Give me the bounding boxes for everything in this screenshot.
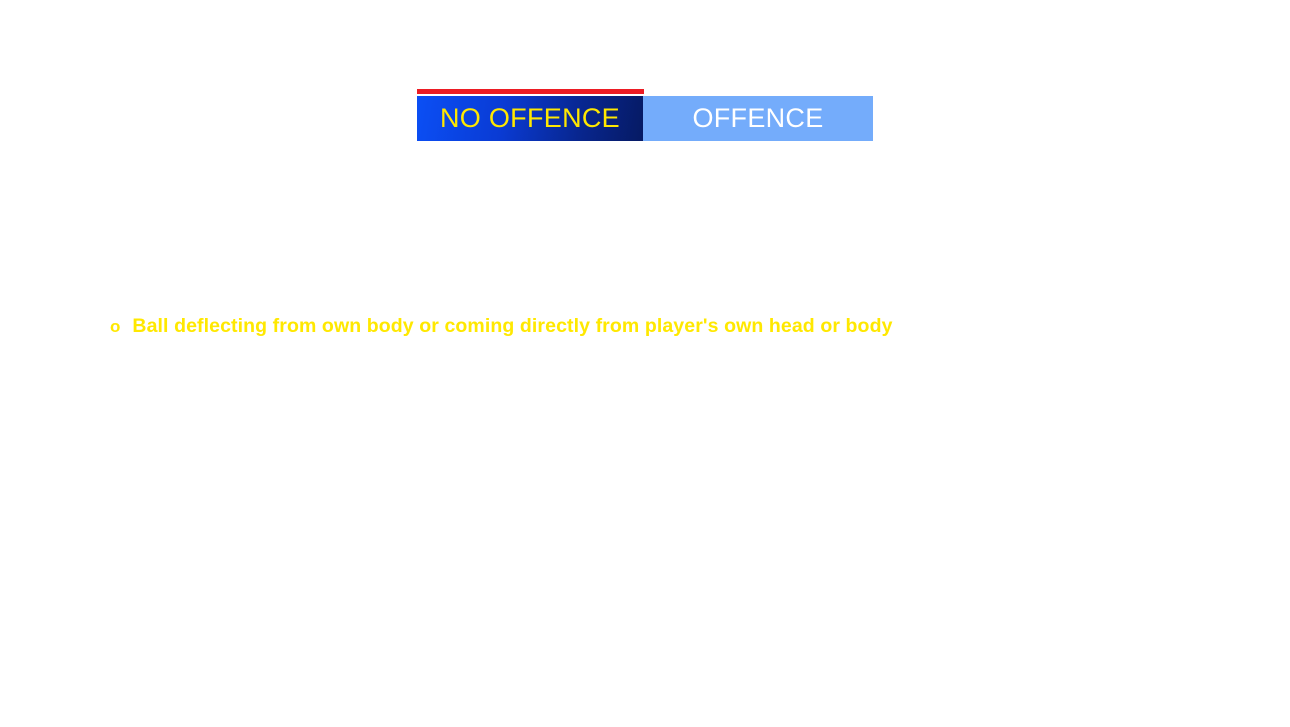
tab-no-offence-label: NO OFFENCE <box>439 103 620 133</box>
tab-offence[interactable] <box>643 96 873 141</box>
list-item <box>110 315 893 338</box>
tab-no-offence[interactable] <box>417 96 643 141</box>
bullet-text: Ball deflecting from own body or coming directly from player's own head or body <box>132 315 893 337</box>
offence-tab-group <box>417 89 873 141</box>
bullet-marker-icon: o <box>110 317 121 336</box>
tab-offence-label: OFFENCE <box>692 103 824 133</box>
